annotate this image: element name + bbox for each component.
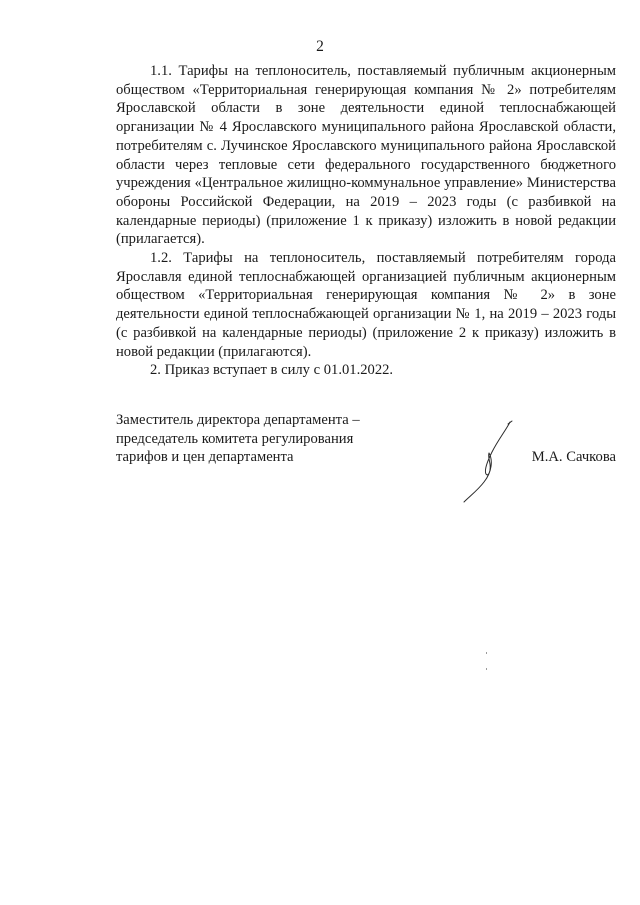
handwritten-signature bbox=[460, 420, 530, 505]
scan-mark bbox=[486, 668, 487, 670]
paragraph-1-2: 1.2. Тарифы на теплоноситель, поставляемый потребителям города Ярославля единой теплоснабжающей организацией публичным акционерным обществом «Территориальная генерирующая компания № 2» в зоне деятельности единой теплоснабжающей организации № 1, на 2019 – 2023 годы (с разбивкой на календарные периоды) (приложение 2 к приказу) изложить в новой редакции (прилагаются). bbox=[116, 250, 616, 360]
signer-title-line: тарифов и цен департамента bbox=[116, 449, 294, 466]
page-number: 2 bbox=[316, 38, 324, 55]
paragraph-1-1: 1.1. Тарифы на теплоноситель, поставляемый публичным акционерным обществом «Территориальная генерирующая компания № 2» потребителям Ярославской области в зоне деятельности единой теплоснабжающей организации № 4 Ярославского муниципального района Ярославской области, потребителям с. Лучинское Ярославского муниципального района Ярославской области через тепловые сети федерального государственного бюджетного учреждения «Центральное жилищно-коммунальное управление» Министерства обороны Российской Федерации, на 2019 – 2023 годы (с разбивкой на календарные периоды) (приложение 1 к приказу) изложить в новой редакции (прилагается). bbox=[116, 63, 616, 248]
scan-mark bbox=[486, 652, 487, 654]
paragraph-2: 2. Приказ вступает в силу с 01.01.2022. bbox=[150, 362, 394, 379]
signer-name: М.А. Сачкова bbox=[531, 449, 616, 465]
signer-title-line: Заместитель директора департамента – bbox=[116, 412, 360, 428]
signer-title bbox=[116, 411, 360, 467]
signer-title-line: председатель комитета регулирования bbox=[116, 430, 354, 447]
document-body bbox=[116, 62, 616, 380]
